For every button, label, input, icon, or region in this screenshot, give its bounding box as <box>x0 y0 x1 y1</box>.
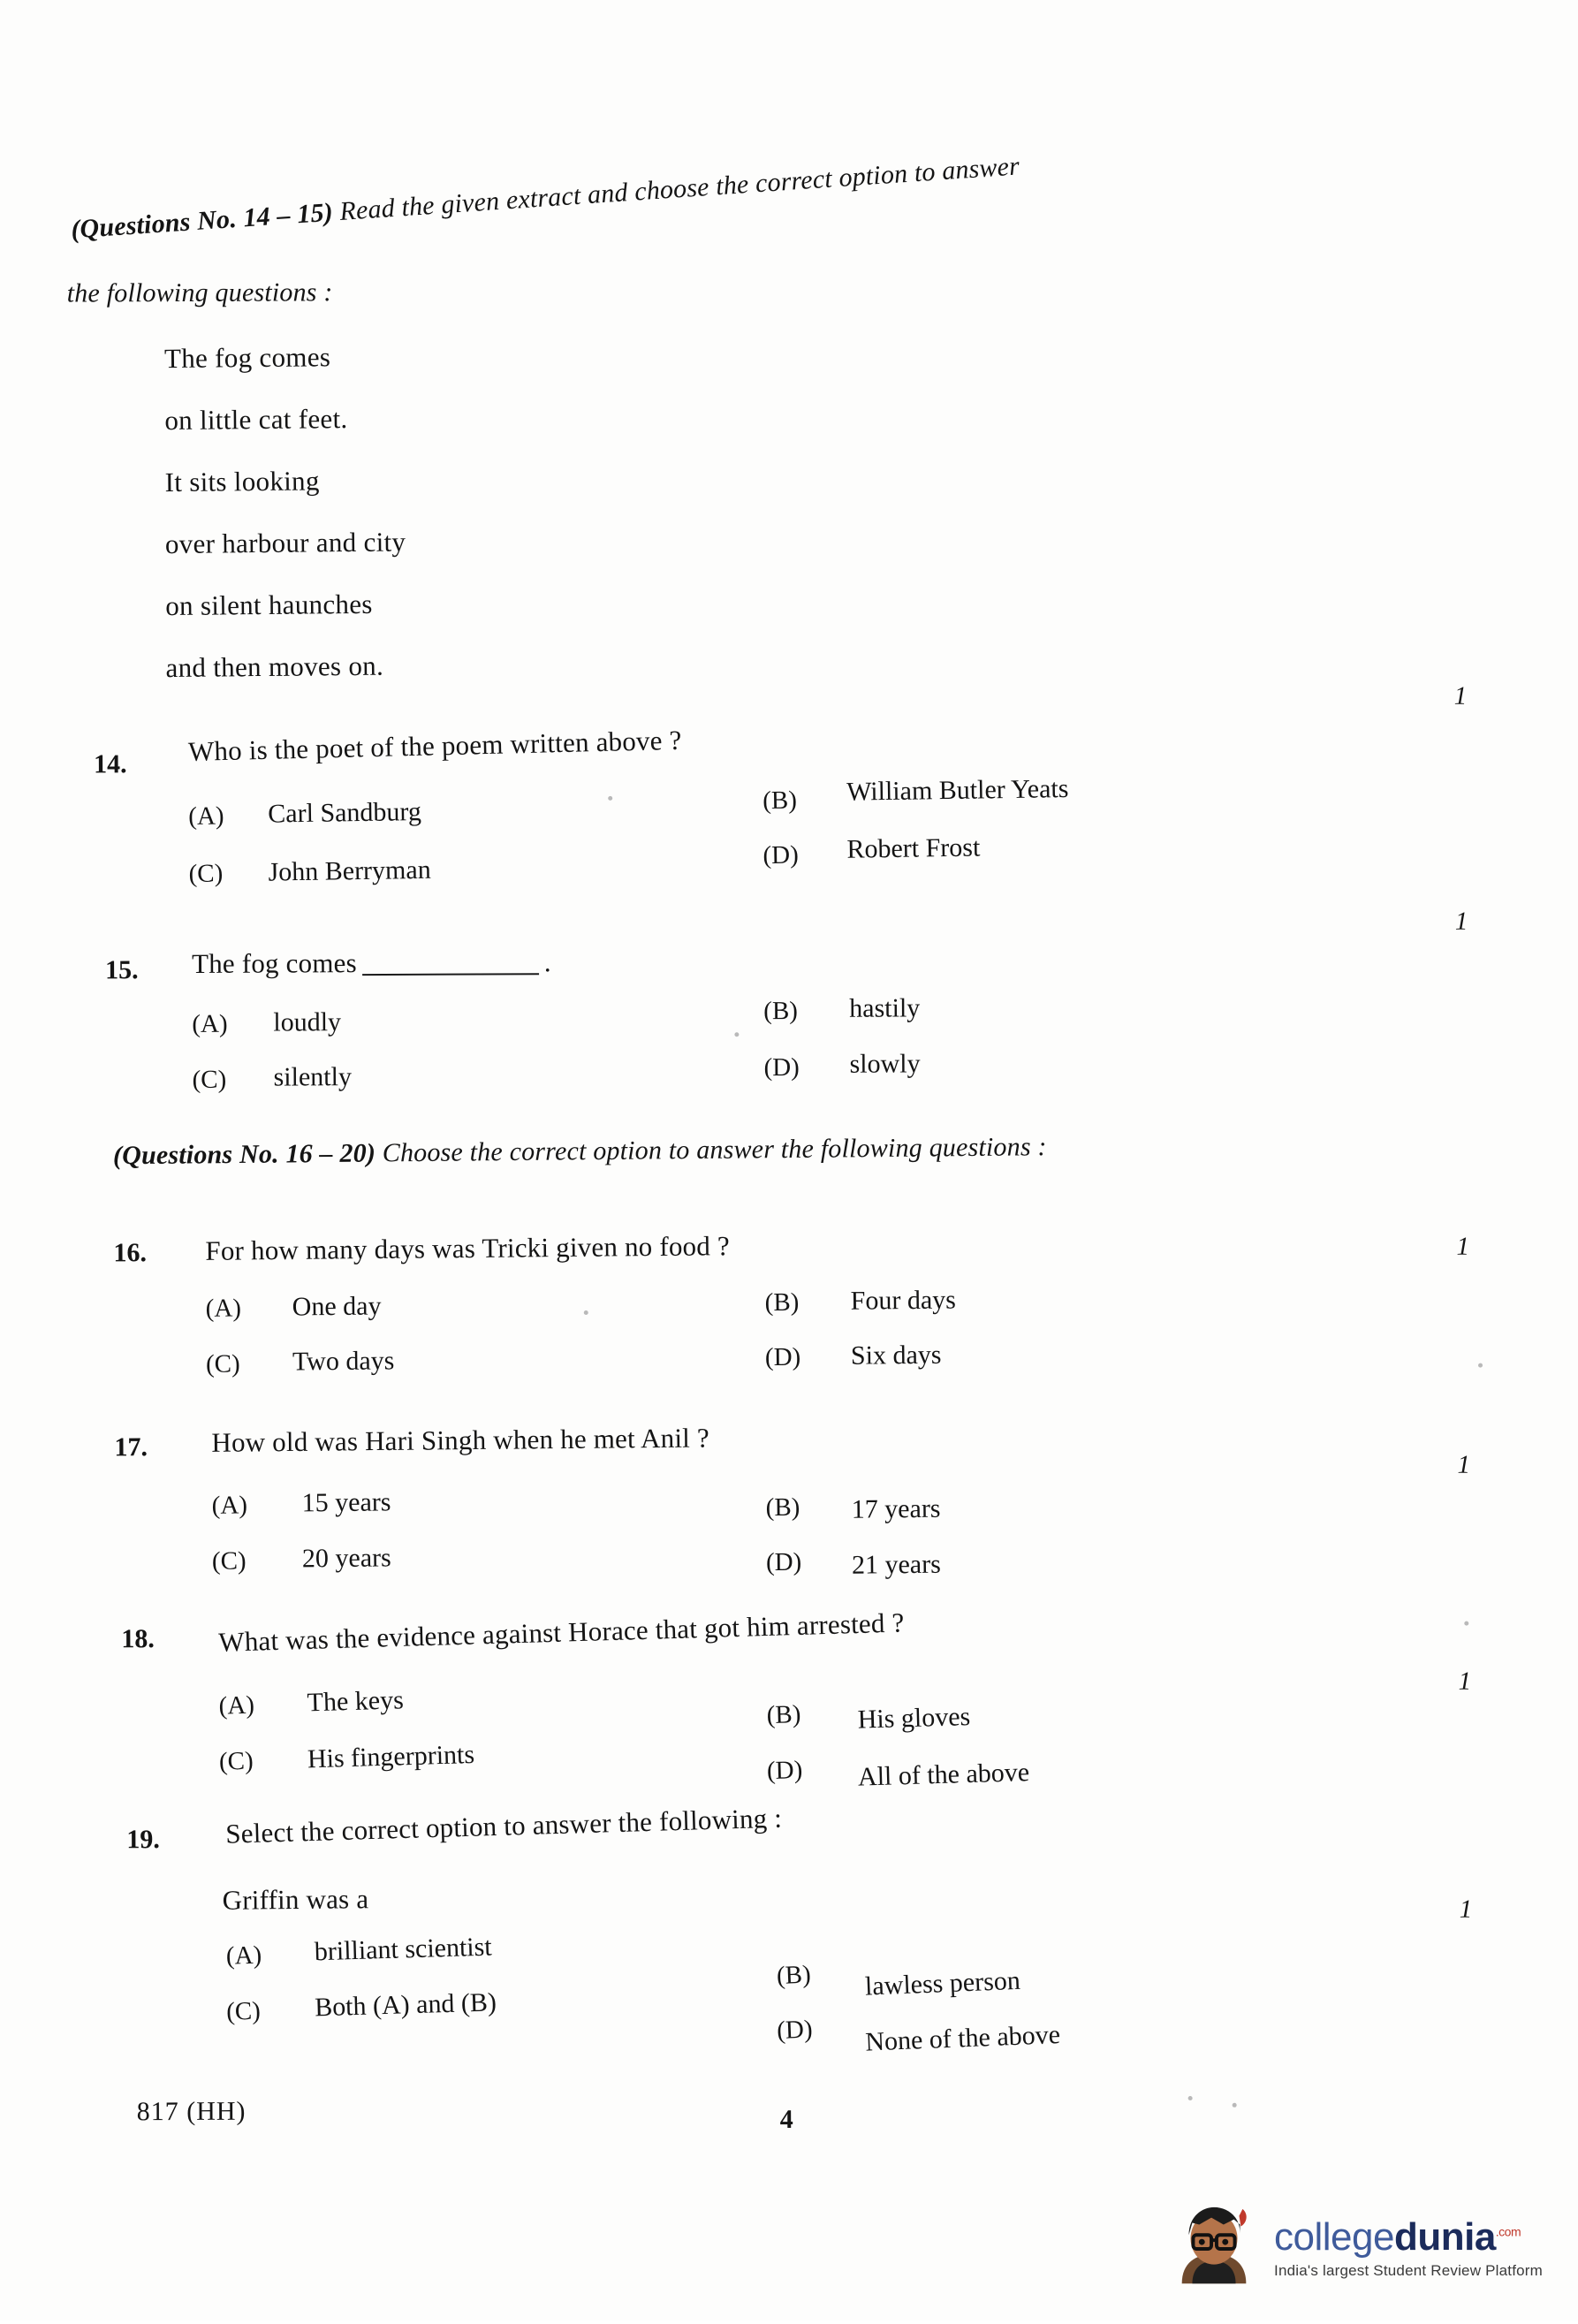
option-label-text: (C) <box>211 1546 247 1576</box>
option-label-text: (B) <box>765 1492 800 1523</box>
question-marks-value: 1 <box>1453 681 1468 710</box>
option-label-text: (D) <box>765 1547 802 1577</box>
option-label-text: (B) <box>763 996 799 1026</box>
question-number-text: 15. <box>104 955 139 985</box>
option-text-c[interactable] <box>315 1987 497 2023</box>
scan-speck <box>1478 1363 1483 1368</box>
instruction-text-line2: the following questions : <box>66 277 333 308</box>
option-text-value: silently <box>273 1062 352 1092</box>
option-text-value: John Berryman <box>268 854 431 887</box>
brand-name <box>1274 2215 1543 2259</box>
question-number <box>105 955 139 985</box>
option-label-text: (D) <box>762 840 799 870</box>
instruction-range-label: (Questions No. 16 – 20) <box>112 1138 376 1171</box>
question-text <box>192 946 551 980</box>
option-label-b[interactable] <box>766 1700 801 1730</box>
question-text <box>225 1803 783 1850</box>
page-number-text: 4 <box>779 2104 793 2135</box>
option-text-value: None of the above <box>864 2019 1061 2057</box>
option-label-text: (A) <box>192 1009 228 1038</box>
option-label-text: (D) <box>764 1342 801 1372</box>
option-text-a[interactable] <box>292 1291 382 1322</box>
option-text-b[interactable] <box>857 1702 970 1735</box>
option-text-c[interactable] <box>268 855 431 888</box>
paper-code-text: 817 (HH) <box>136 2096 247 2127</box>
extract-line-text: on little cat feet. <box>164 403 348 437</box>
option-label-d[interactable] <box>763 1053 799 1082</box>
question-text <box>218 1606 905 1658</box>
question-stem <box>222 1883 368 1917</box>
question-number <box>121 1624 155 1654</box>
option-text-value: brilliant scientist <box>314 1932 493 1967</box>
extract-line <box>164 403 347 437</box>
question-text-value: Who is the poet of the poem written above ? <box>187 724 682 767</box>
option-text-value: slowly <box>849 1049 921 1079</box>
scan-speck <box>584 1310 588 1315</box>
instruction-text: Read the given extract and choose the correct option to answer <box>338 151 1020 227</box>
option-label-text: (D) <box>766 1755 803 1786</box>
question-number-text: 14. <box>93 749 127 779</box>
option-label-text: (B) <box>764 1287 800 1318</box>
option-label-text: (D) <box>763 1052 800 1082</box>
question-number <box>94 749 127 779</box>
question-marks <box>1456 1233 1469 1262</box>
student-avatar-icon <box>1166 2200 1262 2296</box>
question-text-value: How old was Hari Singh when he met Anil ? <box>211 1422 710 1458</box>
option-text-d[interactable] <box>846 832 980 864</box>
option-label-d[interactable] <box>765 1343 801 1372</box>
option-label-c[interactable] <box>206 1350 240 1379</box>
question-marks-value: 1 <box>1454 907 1468 936</box>
option-text-value: William Butler Yeats <box>846 773 1069 807</box>
option-text-b[interactable] <box>849 993 920 1023</box>
option-label-b[interactable] <box>763 997 798 1026</box>
scan-speck <box>608 796 612 801</box>
question-text <box>211 1422 709 1458</box>
extract-line <box>165 650 383 684</box>
option-label-text: (C) <box>218 1746 254 1776</box>
option-label-d[interactable] <box>777 2016 814 2047</box>
option-label-b[interactable] <box>776 1961 811 1991</box>
question-marks <box>1454 682 1468 711</box>
option-label-d[interactable] <box>766 1548 802 1577</box>
option-label-b[interactable] <box>762 786 797 816</box>
option-label-b[interactable] <box>766 1493 800 1523</box>
question-text-value: The fog comes <box>191 947 357 979</box>
question-text-value: What was the evidence against Horace that got him arrested ? <box>217 1606 905 1658</box>
question-text-suffix: . <box>543 946 551 978</box>
option-text-value: His gloves <box>857 1702 971 1735</box>
option-text-value: Carl Sandburg <box>268 796 422 829</box>
question-marks <box>1459 1667 1472 1697</box>
question-marks-value: 1 <box>1459 1895 1473 1924</box>
instruction-range-label: (Questions No. 14 – 15) <box>70 197 334 245</box>
option-text-value: His fingerprints <box>307 1739 475 1774</box>
option-text-a[interactable] <box>268 797 421 830</box>
option-label-text: (A) <box>225 1940 262 1971</box>
option-label-text: (B) <box>766 1700 801 1730</box>
option-text-b[interactable] <box>851 1286 956 1317</box>
scan-speck <box>734 1032 739 1037</box>
option-label-text: (C) <box>225 1996 262 2026</box>
option-label-text: (D) <box>776 2015 814 2046</box>
extract-line-text: on silent haunches <box>165 588 373 622</box>
option-label-text: (C) <box>192 1065 227 1094</box>
option-text-value: hastily <box>849 993 921 1023</box>
option-label-text: (B) <box>776 1960 812 1991</box>
option-label-c[interactable] <box>226 1997 262 2027</box>
question-text-value: Select the correct option to answer the following : <box>224 1802 783 1849</box>
brand-name-bold: dunia <box>1393 2215 1496 2259</box>
option-text-a[interactable] <box>273 1007 341 1037</box>
question-marks <box>1455 908 1468 937</box>
extract-line <box>164 465 319 498</box>
question-number <box>114 1432 148 1462</box>
option-label-text: (A) <box>218 1690 255 1720</box>
option-label-text: (B) <box>762 786 798 816</box>
option-text-c[interactable] <box>292 1346 395 1377</box>
option-text-d[interactable] <box>865 2020 1061 2058</box>
extract-line <box>165 589 373 622</box>
question-number-text: 16. <box>113 1238 148 1268</box>
option-label-b[interactable] <box>765 1288 800 1318</box>
option-label-c[interactable] <box>193 1066 227 1095</box>
option-label-d[interactable] <box>767 1756 803 1786</box>
option-label-d[interactable] <box>762 841 799 871</box>
scan-speck <box>1233 2103 1237 2108</box>
option-label-text: (A) <box>205 1294 242 1323</box>
option-text-value: Four days <box>850 1285 957 1316</box>
scan-speck <box>1188 2096 1193 2100</box>
option-label-a[interactable] <box>225 1941 262 1971</box>
question-number-text: 19. <box>126 1825 160 1855</box>
option-text-d[interactable] <box>849 1049 920 1079</box>
option-text-value: loudly <box>273 1007 342 1037</box>
option-label-a[interactable] <box>212 1491 248 1520</box>
option-label-text: (C) <box>188 859 224 888</box>
option-text-value: 20 years <box>301 1543 391 1574</box>
question-number-text: 17. <box>114 1432 148 1462</box>
question-number <box>113 1238 147 1268</box>
option-text-b[interactable] <box>852 1494 941 1525</box>
extract-line-text: The fog comes <box>163 341 331 375</box>
scan-speck <box>1464 1621 1468 1626</box>
option-text-a[interactable] <box>302 1487 391 1518</box>
page-number <box>780 2105 793 2135</box>
extract-line-text: over harbour and city <box>164 526 406 560</box>
instruction-questions-14-15 <box>70 123 1447 246</box>
option-label-a[interactable] <box>206 1294 242 1323</box>
option-text-d[interactable] <box>858 1758 1030 1793</box>
option-text-c[interactable] <box>302 1543 391 1574</box>
option-text-b[interactable] <box>846 774 1069 808</box>
brand-name-sup: .com <box>1495 2224 1521 2239</box>
extract-line-text: It sits looking <box>164 465 320 498</box>
question-marks <box>1460 1895 1473 1925</box>
option-text-a[interactable] <box>314 1933 492 1968</box>
question-number <box>126 1825 160 1855</box>
option-label-text: (C) <box>205 1349 240 1378</box>
question-text <box>188 725 682 768</box>
brand-tagline: India's largest Student Review Platform <box>1274 2262 1543 2279</box>
option-label-a[interactable] <box>218 1691 254 1721</box>
extract-line-text: and then moves on. <box>165 649 384 684</box>
extract-line <box>165 526 406 560</box>
option-text-c[interactable] <box>307 1740 474 1774</box>
option-text-b[interactable] <box>864 1966 1020 2002</box>
question-marks-value: 1 <box>1458 1667 1472 1696</box>
question-marks-value: 1 <box>1456 1232 1470 1261</box>
option-label-text: (A) <box>211 1491 248 1520</box>
option-text-value: 21 years <box>851 1549 941 1580</box>
option-text-value: Two days <box>292 1346 395 1377</box>
question-marks-value: 1 <box>1457 1450 1471 1479</box>
option-text-value: 17 years <box>851 1493 941 1524</box>
answer-blank <box>362 973 539 976</box>
instruction-questions-16-20 <box>113 1132 1047 1171</box>
question-number-text: 18. <box>121 1624 155 1654</box>
option-text-d[interactable] <box>851 1340 942 1371</box>
option-label-text: (A) <box>188 801 224 831</box>
instruction-questions-14-15-line2 <box>67 277 333 308</box>
paper-code <box>137 2097 247 2128</box>
option-text-value: lawless person <box>864 1965 1021 2001</box>
option-text-value: 15 years <box>301 1487 391 1518</box>
option-text-c[interactable] <box>274 1062 352 1092</box>
question-text-value: For how many days was Tricki given no food ? <box>205 1230 731 1266</box>
question-text <box>205 1230 730 1267</box>
option-text-value: One day <box>292 1291 382 1322</box>
option-text-a[interactable] <box>307 1685 404 1718</box>
instruction-text: Choose the correct option to answer the following questions : <box>382 1132 1047 1168</box>
option-text-value: The keys <box>307 1685 405 1718</box>
option-label-a[interactable] <box>192 1010 227 1039</box>
option-text-value: Both (A) and (B) <box>314 1987 497 2023</box>
option-text-value: All of the above <box>857 1758 1030 1792</box>
option-label-a[interactable] <box>188 801 224 832</box>
option-label-c[interactable] <box>212 1546 247 1576</box>
brand-name-light: college <box>1274 2215 1394 2259</box>
option-label-c[interactable] <box>218 1747 254 1777</box>
option-text-value: Six days <box>850 1340 942 1371</box>
option-text-d[interactable] <box>852 1550 941 1581</box>
option-label-c[interactable] <box>188 859 223 889</box>
question-marks <box>1457 1451 1470 1480</box>
option-text-value: Robert Frost <box>846 832 981 864</box>
extract-line <box>164 341 330 375</box>
collegedunia-watermark <box>1166 2200 1543 2296</box>
question-stem-value: Griffin was a <box>222 1883 369 1916</box>
